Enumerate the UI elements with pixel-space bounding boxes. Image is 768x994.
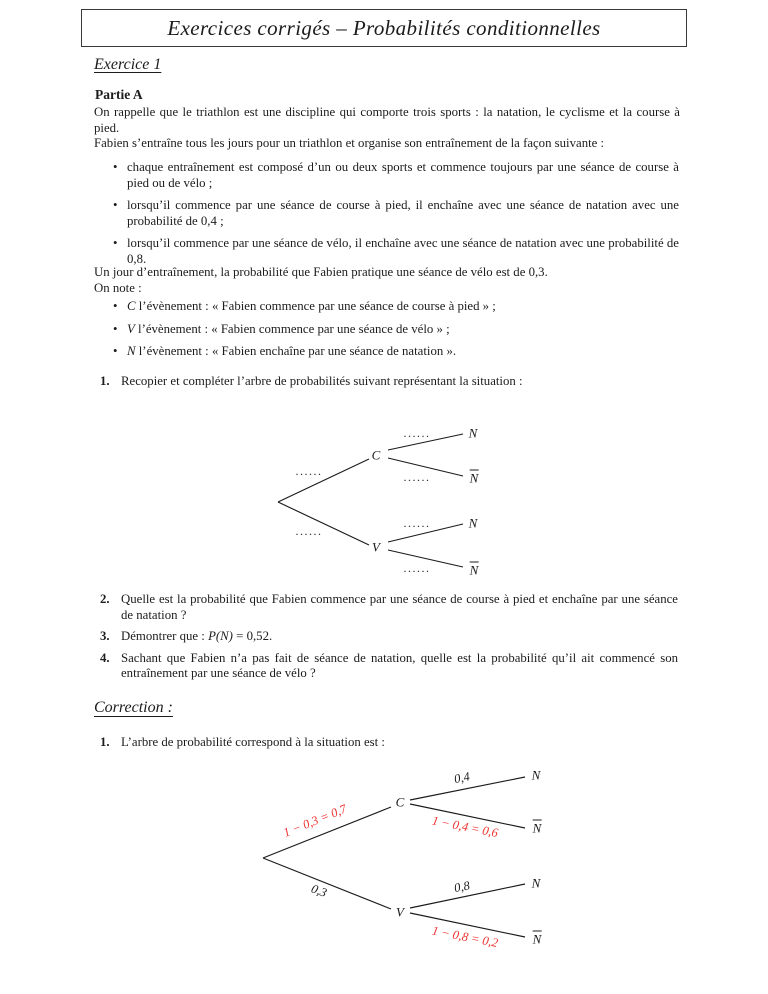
event-symbol: C [127,299,136,313]
title-box [81,9,687,47]
tree-lines [243,763,558,958]
node-n-bar: N [532,820,542,836]
node-c: C [395,794,405,810]
node-n-bar: N [532,931,542,947]
list-item-text: lorsqu’il commence par une séance de vélo, il enchaîne avec une séance de natation avec une probabilité de 0,8. [127,236,679,266]
node-v: V [372,539,380,555]
node-v: V [396,904,404,920]
event-definition: l’évènement : « Fabien commence par une séance de vélo » ; [134,321,450,336]
correction-text: L’arbre de probabilité correspond à la situation est : [121,735,385,749]
tree-lines [258,418,493,583]
intro-line-1: On rappelle que le triathlon est une discipline qui comporte trois sports : la natation, le cyclisme et la course à pied. [94,105,680,135]
probability-tree-blank [258,418,493,583]
blank-probability-root-v: ...... [295,524,323,538]
node-n: N [531,875,541,891]
probability-v-n: 0,8 [452,878,471,896]
node-n: N [468,515,478,531]
list-item [113,344,679,360]
page-title: Exercices corrigés – Probabilités conditionnelles [167,15,601,40]
item-number: 2. [100,592,110,606]
node-n-bar: N [469,470,479,486]
question-1 [100,374,678,396]
middle-line-1: Un jour d’entraînement, la probabilité que Fabien pratique une séance de vélo est de 0,3. [94,265,548,279]
blank-probability-v-nbar: ...... [403,561,431,575]
correction-heading: Correction : [94,699,173,716]
blank-probability-root-c: ...... [295,464,323,478]
list-item-text: chaque entraînement est composé d’un ou deux sports et commence toujours par une séance de course à pied ou de vélo ; [127,160,679,190]
bullet-icon: • [113,236,118,251]
list-item-text [127,299,679,315]
list-item [113,299,679,315]
node-n-bar: N [469,562,479,578]
list-item-text [127,322,679,338]
question-text: Quelle est la probabilité que Fabien commence par une séance de course à pied et enchaîne par une séance de natation ? [121,592,678,622]
questions-2-4 [100,592,678,688]
event-symbol: V [127,321,135,336]
list-item [113,322,679,338]
probability-tree-solution [243,763,558,958]
middle-paragraph [94,265,680,296]
list-item [113,198,679,229]
bullet-icon: • [113,344,118,359]
node-c: C [371,447,381,463]
event-definition: l’évènement : « Fabien commence par une séance de course à pied » ; [135,299,496,313]
middle-line-2: On note : [94,280,142,295]
list-item [113,236,679,267]
probability-root-c: 1 − 0,3 = 0,7 [281,801,349,840]
exercise-heading: Exercice 1 [94,56,162,73]
notation-bullet-list [113,299,679,367]
probability-v-nbar: 1 − 0,8 = 0,2 [430,923,500,951]
question-4 [100,651,678,682]
blank-probability-c-nbar: ...... [403,470,431,484]
question-2 [100,592,678,623]
list-item [100,374,678,390]
event-definition: l’évènement : « Fabien enchaîne par une séance de natation ». [135,344,457,359]
bullet-icon: • [113,198,118,213]
probability-c-n: 0,4 [452,769,471,787]
item-number: 1. [100,735,110,749]
item-number: 1. [100,374,110,388]
question-text: Sachant que Fabien n’a pas fait de séance de natation, quelle est la probabilité qu’il ait commencé son entraînement par une séance de vélo ? [121,650,678,681]
bullet-icon: • [113,321,118,336]
item-number: 4. [100,650,110,665]
probability-root-v: 0,3 [309,881,329,901]
question-text: Recopier et compléter l’arbre de probabilités suivant représentant la situation : [121,374,523,388]
list-item-text [127,344,679,360]
list-item [113,160,679,191]
question-text-pre: Démontrer que : [121,629,209,644]
part-heading: Partie A [95,87,143,102]
list-item [100,735,678,751]
blank-probability-c-n: ...... [403,426,431,440]
probability-c-nbar: 1 − 0,4 = 0,6 [430,813,500,841]
item-number: 3. [100,629,110,644]
rules-bullet-list [113,160,679,275]
intro-paragraph [94,105,680,152]
intro-line-2: Fabien s’entraîne tous les jours pour un triathlon et organise son entraînement de la façon suivante : [94,136,605,151]
node-n: N [468,425,478,441]
node-n: N [531,767,541,783]
correction-item-1 [100,735,678,757]
bullet-icon: • [113,299,118,313]
blank-probability-v-n: ...... [403,516,431,530]
list-item-text: lorsqu’il commence par une séance de course à pied, il enchaîne avec une séance de natation avec une probabilité de 0,4 ; [127,198,679,228]
bullet-icon: • [113,160,118,174]
question-text-post: = 0,52. [232,629,273,644]
event-symbol: N [127,344,136,359]
question-3 [100,629,678,645]
math-expression: P(N) [208,629,233,644]
question-text [121,629,678,645]
